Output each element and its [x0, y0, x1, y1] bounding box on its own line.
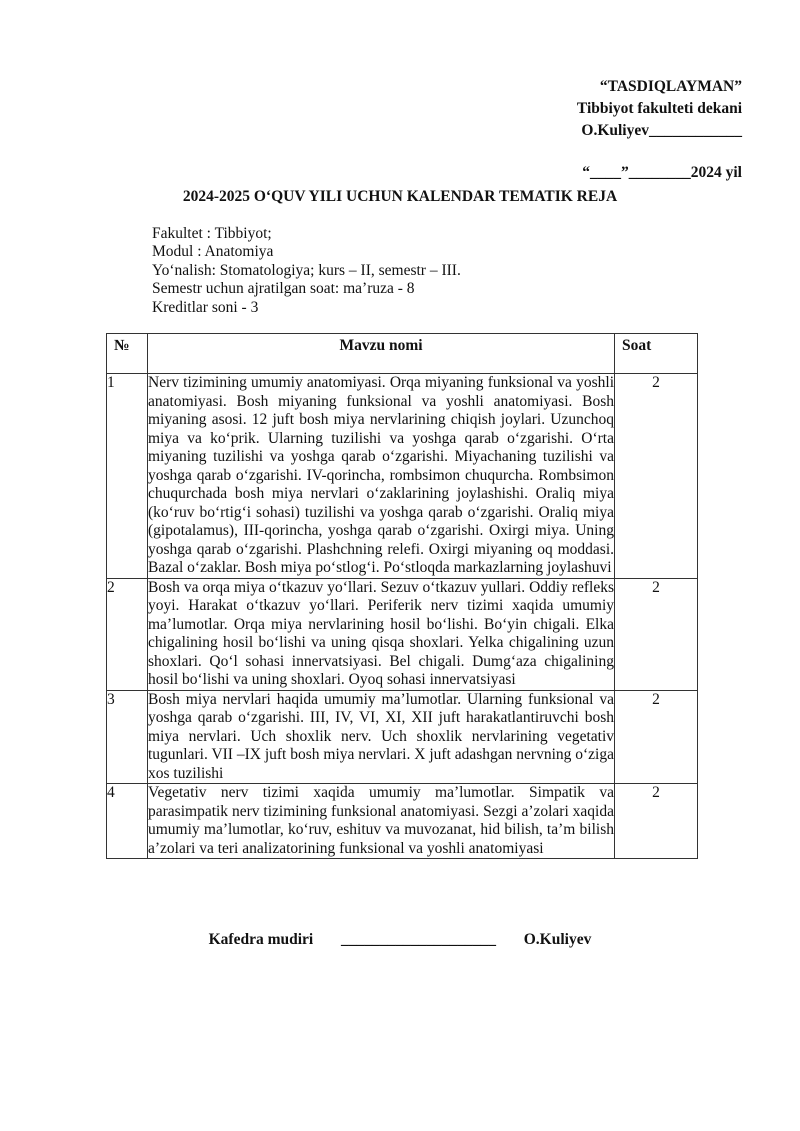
- hours-line: Semestr uchun ajratilgan soat: ma’ruza - 8: [152, 280, 415, 298]
- table-row: [107, 784, 698, 859]
- row-topic: Bosh va orqa miya o‘tkazuv yo‘llari. Sezuv o‘tkazuv yullari. Oddiy refleks yoyi. Harakat o‘tkazuv yo‘llari. Periferik nerv tizimi xaqida umumiy ma’lumotlar. Orqa miya nervlarining hosil bo‘lishi. Bo‘yin chigali. Elka chigalining hosil bo‘lishi va uning qisqa shoxlari. Yelka chigalining uzun shoxlari. Qo‘l sohasi innervatsiyasi. Bel chigali. Dumg‘aza chigalining hosil bo‘lishi va uning shoxlari. Oyoq sohasi innervatsiyasi: [148, 578, 614, 688]
- approval-signer: O.Kuliyev____________: [581, 122, 742, 139]
- footer-signature-line: ____________________: [341, 931, 496, 948]
- row-number: 1: [107, 374, 148, 579]
- footer-name: O.Kuliyev: [523, 931, 592, 948]
- module-line: Modul : Anatomiya: [152, 243, 274, 261]
- course-info: [152, 225, 461, 317]
- credits-line: Kreditlar soni - 3: [152, 298, 259, 316]
- table-header-row: [107, 334, 698, 374]
- row-hours: 2: [615, 784, 698, 859]
- table-row: [107, 578, 698, 690]
- approval-date: “____”________2024 yil: [582, 164, 742, 181]
- document-title: 2024-2025 O‘QUV YILI UCHUN KALENDAR TEMATIK REJA: [182, 188, 618, 205]
- row-topic: Bosh miya nervlari haqida umumiy ma’lumotlar. Ularning funksional va yoshga qarab o‘zgarishi. III, IV, VI, XI, XII juft harakatlantiruvchi bosh miya nervlari. Uch shoxlik nerv. Uch shoxlik nervlarining vegetativ tugunlari. VII –IX juft bosh miya nervlari. X juft adashgan nervning o‘ziga xos tuzilishi: [148, 690, 614, 782]
- row-hours: 2: [615, 374, 698, 579]
- table-row: [107, 690, 698, 784]
- row-hours: 2: [615, 690, 698, 784]
- approval-position: Tibbiyot fakulteti dekani: [576, 100, 742, 117]
- row-topic: Vegetativ nerv tizimi xaqida umumiy ma’lumotlar. Simpatik va parasimpatik nerv tizimining funksional anatomiyasi. Sezgi a’zolari xaqida umumiy ma’lumotlar, ko‘ruv, eshituv va muvozanat, hid bilish, ta’m bilish a’zolari va teri analizatorining funksional va yoshli anatomiyasi: [148, 784, 614, 857]
- direction-line: Yo‘nalish: Stomatologiya; kurs – II, semestr – III.: [152, 261, 461, 279]
- footer-role: Kafedra mudiri: [208, 931, 314, 948]
- signature-footer: [0, 931, 800, 949]
- table-row: [107, 374, 698, 579]
- approval-heading: “TASDIQLAYMAN”: [599, 78, 742, 95]
- row-topic: Nerv tizimining umumiy anatomiyasi. Orqa miyaning funksional va yoshli anatomiyasi. Bosh miyaning funksional va yoshli anatomiyasi. Bosh miyaning asosi. 12 juft bosh miya nervlarining chiqish joylari. Uzunchoq miya va ko‘prik. Ularning tuzilishi va yoshga qarab o‘zgarishi. O‘rta miyaning tuzilishi va yoshga qarab o‘zgarishi. Miyachaning tuzilishi va yoshga qarab o‘zgarishi. IV-qorincha, rombsimon chuqurcha. Rombsimon chuqurchada bosh miya nervlari o‘zaklarining joylashishi. Oraliq miya (ko‘ruv bo‘rtig‘i sohasi) tuzilishi va yoshga qarab o‘zgarishi. Oraliq miya (gipotalamus), III-qorincha, yoshga qarab o‘zgarishi. Oxirgi miya. Uning yoshga qarab o‘zgarishi. Plashchning relefi. Oxirgi miyaning oq moddasi. Bazal o‘zaklar. Bosh miya po‘stlog‘i. Po‘stloqda markazlarning joylashuvi: [148, 374, 614, 576]
- faculty-line: Fakultet : Tibbiyot;: [152, 225, 272, 242]
- row-hours: 2: [615, 578, 698, 690]
- header-number: №: [107, 334, 148, 374]
- row-number: 4: [107, 784, 148, 859]
- header-topic: Mavzu nomi: [148, 334, 615, 374]
- approval-block: [577, 76, 742, 184]
- row-number: 2: [107, 578, 148, 690]
- header-hours: Soat: [615, 334, 698, 374]
- thematic-plan-table: [106, 333, 698, 859]
- row-number: 3: [107, 690, 148, 784]
